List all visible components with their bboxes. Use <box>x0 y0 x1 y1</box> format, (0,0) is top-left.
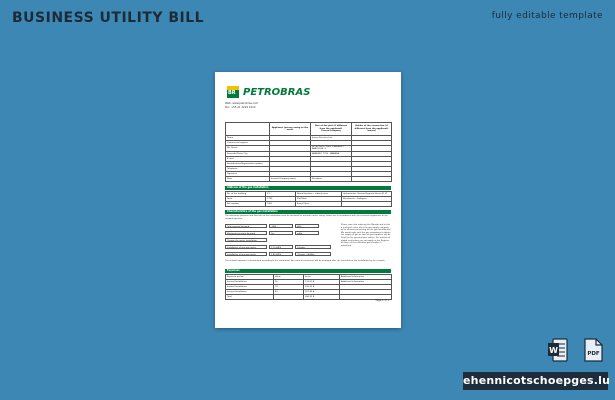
page-title: BUSINESS UTILITY BILL <box>12 10 205 26</box>
pressure-label: Maximum pressure demand <box>225 231 267 235</box>
table-header: Payment period <box>226 275 274 280</box>
table-row <box>226 295 392 300</box>
section-note: The maximum pressure and flow rate of the installation must be declared for accurate meter sizing. Values are in accordance with the technical regulations of the network operator. <box>225 215 388 220</box>
table-cell: Total <box>226 295 274 300</box>
table-header <box>226 123 270 136</box>
table-cell: Identification/Registration number <box>226 161 270 166</box>
table-header: Applicant (person owing to the work) <box>270 123 311 136</box>
address-table <box>225 191 392 207</box>
table-cell: 55 <box>274 280 304 285</box>
table-cell: 366.35 B <box>304 295 340 300</box>
demand-value-field[interactable]: -kWh <box>269 224 293 228</box>
bill-document <box>215 72 401 328</box>
table-cell <box>352 176 392 181</box>
section-explanation: Please note that ordering this Mandat and in this a technical event after the gas supply company to be allowed connecting for the gas installations. We would reply with the gas companies to obtain the supply of gas as soon as gas suppliers will be listed on the gas purchase advice. For reasons of global restrictions you can apply to the Register of fitters of the individual gas installer is submitted. <box>341 224 392 247</box>
petrobras-logo-icon: BR <box>227 86 239 98</box>
word-icon-label: W <box>549 346 558 355</box>
new-meter-type-field-2[interactable]: Cylinder - 460Bar <box>295 252 331 256</box>
new-meter-type-field[interactable]: Cylinder <box>295 245 331 249</box>
change-meter-label: Change the meter installation <box>225 238 267 242</box>
table-cell: Entry/Other <box>296 202 342 207</box>
word-document-icon[interactable] <box>548 338 568 362</box>
contact-phone: Tel.: +55 21 3224 1510 <box>225 105 256 109</box>
table-header: Value <box>274 275 304 280</box>
table-cell: 21 <box>266 192 296 197</box>
table-header: Holder of the connection (if different from the applicant) (owner) <box>352 123 392 136</box>
table-cell: Date <box>226 176 270 181</box>
table-cell: Postcode/Town, City <box>226 151 270 156</box>
contact-web: Web: www.petrobras.com <box>225 102 259 105</box>
table-cell: Additional information <box>340 280 392 285</box>
new-meter-label: Installation of new gas meter <box>225 245 267 249</box>
pressure-unit-field[interactable]: mBar <box>295 231 319 235</box>
page-subtitle: fully editable template <box>491 11 603 21</box>
table-row <box>226 176 392 181</box>
table-cell: 112.03 B <box>304 280 340 285</box>
table-cell: 7901 <box>266 202 296 207</box>
table-cell: Invoice/Installation <box>226 280 274 285</box>
table-header: Items <box>304 275 340 280</box>
section-header-expenses: Expenses <box>225 269 391 273</box>
pdf-document-icon[interactable] <box>583 338 603 362</box>
table-cell: Signature <box>226 171 270 176</box>
table-header: Additional information <box>340 275 392 280</box>
table-cell <box>274 295 304 300</box>
new-meter-value-field[interactable]: 1.10 kW/h <box>269 245 293 249</box>
table-row <box>226 202 392 207</box>
table-cell: Commercial register <box>226 141 270 146</box>
section-header-characteristics: Characteristics of the gas installation <box>225 210 391 214</box>
table-cell: PETROLEOS, Zone 3 BARBERO, BARCELON, 3 <box>311 146 352 152</box>
table-cell: 81 <box>274 290 304 295</box>
table-cell <box>342 202 392 207</box>
table-cell: 167.49 B <box>304 290 340 295</box>
table-cell: Ref number <box>226 202 266 207</box>
brand-name: PETROBRAS <box>243 87 311 98</box>
pressure-value-field[interactable]: Yes <box>269 231 293 235</box>
table-cell: No. Street <box>226 146 270 152</box>
table-cell: 155.55 B <box>304 285 340 290</box>
table-cell: BARBERO 7790 - PANAMA <box>311 151 352 156</box>
section-header-address: Address of the gas installation <box>225 186 391 190</box>
website-banner[interactable]: ehennicotschoepges.lu <box>463 372 608 390</box>
table-cell: Merchantio - Zadagnor <box>342 197 392 202</box>
page-number: Page 1 of 1 <box>375 299 389 302</box>
expenses-table <box>225 274 392 300</box>
table-cell: Telephone <box>226 166 270 171</box>
table-cell: Name <box>226 136 270 141</box>
table-cell: E-mail <box>226 156 270 161</box>
table-cell: Invoice/Installation <box>226 285 274 290</box>
new-meter-label-2: Installation of new gas meter <box>225 252 267 256</box>
table-cell: Galvanlenko, Gruena Regenio Street 47 ST <box>342 192 392 197</box>
table-cell: Name/Location - urbanly area <box>296 192 342 197</box>
table-cell: Petrobras <box>311 176 352 181</box>
pdf-icon-label: PDF <box>587 351 600 357</box>
table-cell: Town <box>226 197 266 202</box>
table-header: Size of the plot (if different from the applicant) Person/Company <box>311 123 352 136</box>
applicant-table <box>225 122 392 182</box>
table-cell: Invoice/Installation <box>226 290 274 295</box>
table-cell: 7799 <box>266 197 296 202</box>
table-cell: 79 <box>274 285 304 290</box>
new-meter-value-field-2[interactable]: 1.80 kW/h <box>269 252 293 256</box>
table-cell: No. of the building <box>226 192 266 197</box>
demand-unit-field[interactable]: kWh <box>295 224 319 228</box>
demand-label: Total nominal demand <box>225 224 267 228</box>
table-cell: Invoice/Company owner <box>270 176 311 181</box>
table-cell: Ipsum Services Ltd. <box>311 136 352 141</box>
table-cell: Plot/Plate <box>296 197 342 202</box>
section-footnote: The network operator is determined according to the installation. An external connection will be arranged after the execution of the installation by the network. <box>225 260 386 262</box>
